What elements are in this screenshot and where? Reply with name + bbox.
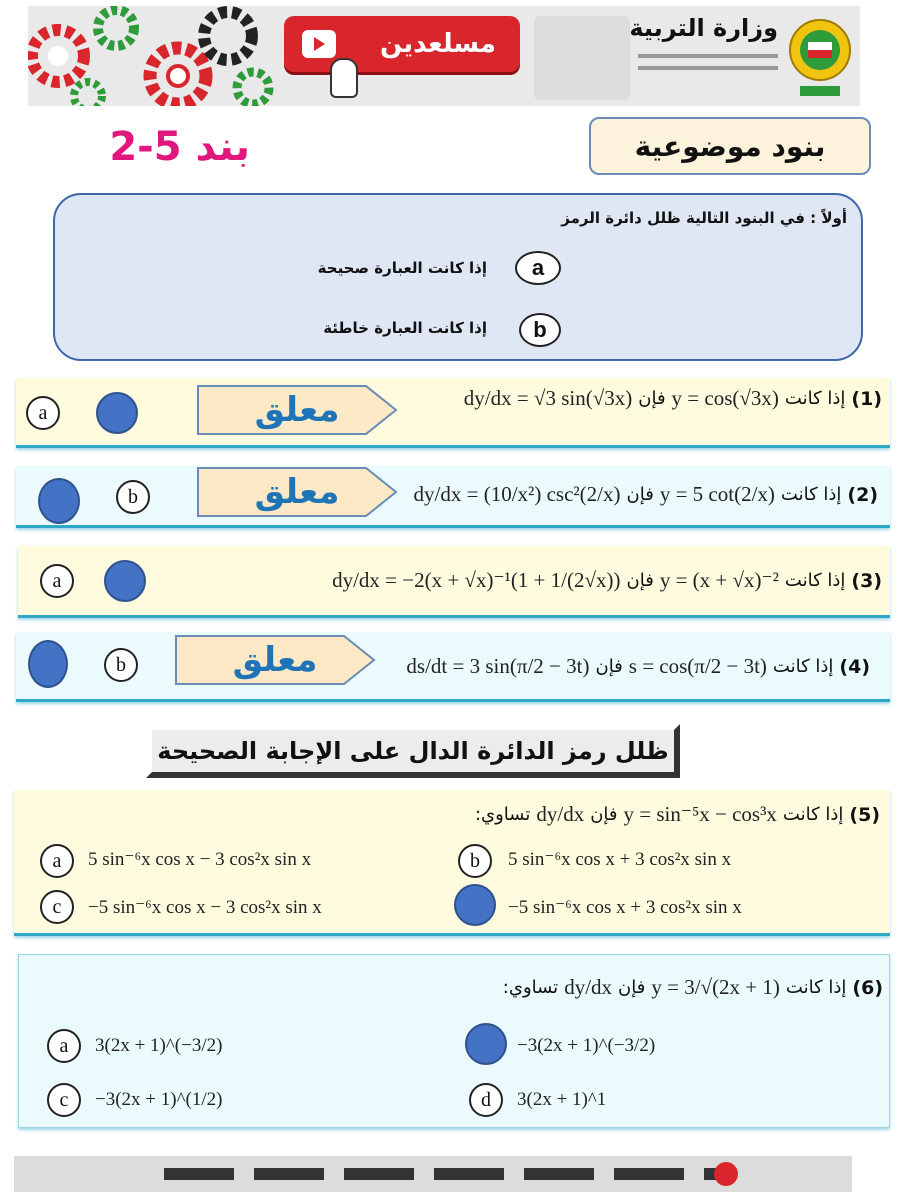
q1-mid: فإن (638, 388, 666, 409)
q4-number: (4) (839, 655, 870, 678)
gears-icon (28, 6, 278, 106)
footer-bar (14, 1156, 852, 1192)
q1-tag: معلق (196, 384, 398, 436)
kuwait-emblem-icon (786, 12, 854, 102)
q2-tag: معلق (196, 466, 398, 518)
q5-derivative: dy/dx (536, 802, 585, 826)
q4-text (406, 654, 870, 679)
q4-tag: معلق (174, 634, 376, 686)
q2-claim: dy/dx = (10/x²) csc²(2/x) (413, 482, 621, 506)
q5-suffix: تساوي: (474, 804, 531, 825)
q5-option-a-letter[interactable]: a (40, 844, 74, 878)
mcq-title: ظلل رمز الدائرة الدال على الإجابة الصحيحة (157, 737, 669, 765)
q5-option-a-text: 5 sin⁻⁶x cos x − 3 cos²x sin x (88, 849, 312, 870)
q6-option-b-letter: b (480, 1033, 489, 1053)
q6-number: (6) (852, 976, 883, 999)
question-2-card (16, 466, 890, 528)
q1-number: (1) (851, 387, 882, 410)
q2-answer-letter[interactable]: b (116, 480, 150, 514)
q2-mid: فإن (626, 484, 654, 505)
q1-prefix: إذا كانت (784, 388, 846, 409)
q6-mid: فإن (618, 977, 646, 998)
q5-option-b-letter[interactable]: b (458, 844, 492, 878)
q6-option-b-text: −3(2x + 1)^(−3/2) (517, 1035, 656, 1056)
section-label: بند 5-2 (109, 124, 250, 170)
question-1-card (16, 378, 890, 448)
q5-given: y = sin⁻⁵x − cos³x (623, 802, 777, 826)
q4-mid: فإن (595, 656, 623, 677)
brand-label: مسلعدين (379, 29, 496, 59)
q5-text (475, 802, 880, 827)
school-logo (534, 16, 630, 100)
q5-prefix: إذا كانت (782, 804, 844, 825)
q4-given: s = cos(π/2 − 3t) (628, 654, 767, 678)
top-banner (28, 6, 860, 106)
question-6-card (18, 954, 890, 1128)
q6-given: y = 3/√(2x + 1) (651, 975, 780, 999)
q4-claim: ds/dt = 3 sin(π/2 − 3t) (406, 654, 590, 678)
q1-given: y = cos(√3x) (671, 386, 779, 410)
q2-shaded-circle[interactable] (38, 478, 80, 524)
mcq-title-box (146, 724, 680, 778)
brand-button[interactable] (284, 16, 520, 72)
ministry-label: وزارة التربية (629, 14, 778, 42)
intro-box (53, 193, 863, 361)
q5-number: (5) (849, 803, 880, 826)
q6-derivative: dy/dx (564, 975, 613, 999)
q3-shaded-circle[interactable] (104, 560, 146, 602)
q3-claim: dy/dx = −2(x + √x)⁻¹(1 + 1/(2√x)) (332, 568, 621, 592)
q3-number: (3) (851, 569, 882, 592)
q1-shaded-circle[interactable] (96, 392, 138, 434)
intro-option-a-letter: a (515, 251, 561, 285)
play-icon (302, 30, 336, 58)
q3-mid: فإن (626, 570, 654, 591)
q2-text (414, 482, 878, 507)
question-3-card (18, 546, 890, 618)
q6-prefix: إذا كانت (785, 977, 847, 998)
q2-number: (2) (847, 483, 878, 506)
intro-option-b-text: إذا كانت العبارة خاطئة (323, 319, 487, 337)
q1-claim: dy/dx = √3 sin(√3x) (463, 386, 633, 410)
question-5-card (14, 790, 890, 936)
q5-mid: فإن (590, 804, 618, 825)
intro-instruction: أولاً : في البنود التالية ظلل دائرة الرمز (561, 209, 847, 227)
q5-option-b-text: 5 sin⁻⁶x cos x + 3 cos²x sin x (508, 849, 732, 870)
social-handles (164, 1168, 724, 1180)
ministry-subtitle-2 (638, 66, 778, 70)
q5-option-c-letter[interactable]: c (40, 890, 74, 924)
q6-text (503, 975, 883, 1000)
q6-option-d-text: 3(2x + 1)^1 (517, 1089, 607, 1110)
intro-option-a-text: إذا كانت العبارة صحيحة (317, 259, 487, 277)
q3-answer-letter[interactable]: a (40, 564, 74, 598)
page-title: بنود موضوعية (634, 129, 826, 163)
footer-logo-icon (714, 1162, 738, 1186)
q3-given: y = (x + √x)⁻² (659, 568, 779, 592)
q4-shaded-circle[interactable] (28, 640, 68, 688)
hand-cursor-icon (330, 58, 358, 98)
q4-prefix: إذا كانت (772, 656, 834, 677)
q1-text (464, 386, 882, 411)
ministry-subtitle (638, 54, 778, 58)
q5-option-d-text: −5 sin⁻⁶x cos x + 3 cos²x sin x (508, 897, 742, 918)
q6-option-c-text: −3(2x + 1)^(1/2) (95, 1089, 223, 1110)
q5-option-c-text: −5 sin⁻⁶x cos x − 3 cos²x sin x (88, 897, 322, 918)
question-4-card (16, 632, 890, 702)
q6-option-c-letter[interactable]: c (47, 1083, 81, 1117)
q6-suffix: تساوي: (502, 977, 559, 998)
q6-option-d-letter[interactable]: d (469, 1083, 503, 1117)
q3-text (332, 568, 882, 593)
q4-answer-letter[interactable]: b (104, 648, 138, 682)
header-title-box (589, 117, 871, 175)
q2-prefix: إذا كانت (780, 484, 842, 505)
q2-given: y = 5 cot(2/x) (659, 482, 775, 506)
q6-option-a-letter[interactable]: a (47, 1029, 81, 1063)
intro-option-b-letter: b (519, 313, 561, 347)
q5-option-d-letter: d (469, 894, 478, 914)
q3-prefix: إذا كانت (784, 570, 846, 591)
q6-option-a-text: 3(2x + 1)^(−3/2) (95, 1035, 223, 1056)
q1-answer-letter[interactable]: a (26, 396, 60, 430)
